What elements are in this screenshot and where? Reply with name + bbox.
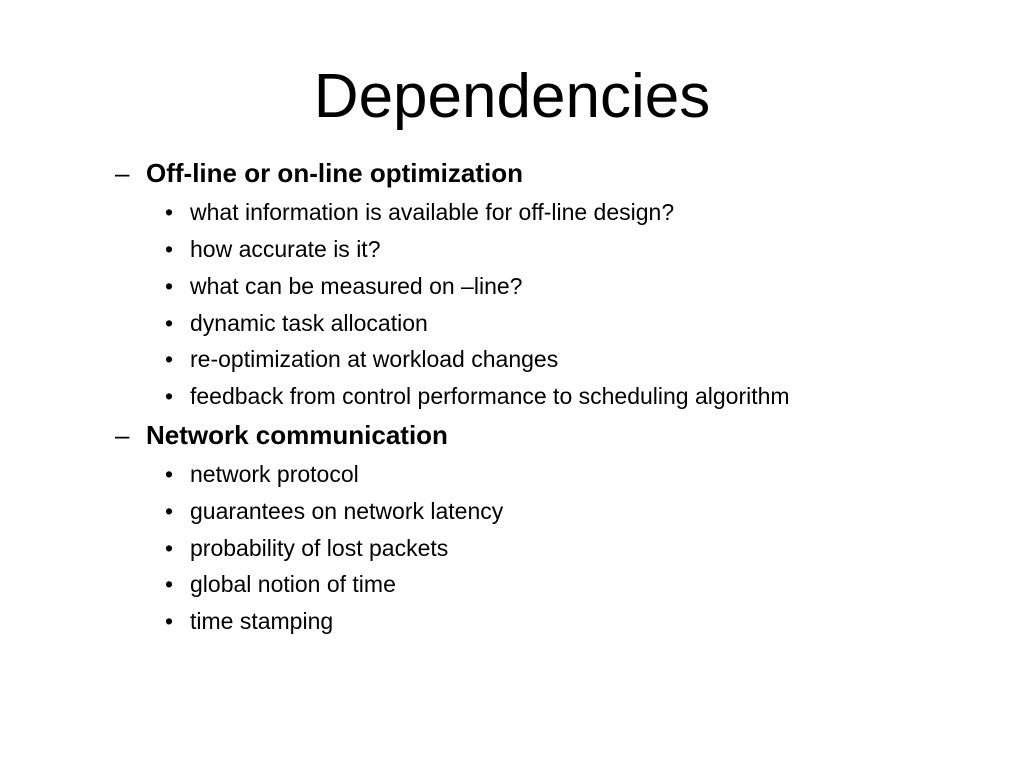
bullet-marker: • (165, 498, 174, 524)
list-item-text: probability of lost packets (190, 535, 449, 561)
bullet-marker: • (165, 535, 174, 561)
list-item-text: what information is available for off-line design? (190, 199, 675, 225)
bullet-marker: • (165, 310, 174, 336)
slide-title: Dependencies (313, 62, 711, 131)
bullet-marker: • (165, 571, 174, 597)
list-item-text: how accurate is it? (190, 236, 381, 262)
bullet-marker: • (165, 273, 174, 299)
list-item-text: re-optimization at workload changes (190, 346, 559, 372)
list-item-text: dynamic task allocation (190, 310, 428, 336)
dash-marker: – (115, 420, 130, 450)
section-heading-text: Network communication (146, 420, 448, 450)
list-item-text: guarantees on network latency (190, 498, 504, 524)
dash-marker: – (115, 158, 130, 188)
bullet-marker: • (165, 199, 174, 225)
list-item-text: time stamping (190, 608, 334, 634)
list-item-text: what can be measured on –line? (190, 273, 523, 299)
bullet-marker: • (165, 346, 174, 372)
section-heading-text: Off-line or on-line optimization (146, 158, 523, 188)
list-item-text: network protocol (190, 461, 359, 487)
bullet-marker: • (165, 461, 174, 487)
bullet-marker: • (165, 383, 174, 409)
list-item-text: feedback from control performance to scheduling algorithm (190, 383, 790, 409)
bullet-marker: • (165, 608, 174, 634)
bullet-marker: • (165, 236, 174, 262)
list-item-text: global notion of time (190, 571, 396, 597)
